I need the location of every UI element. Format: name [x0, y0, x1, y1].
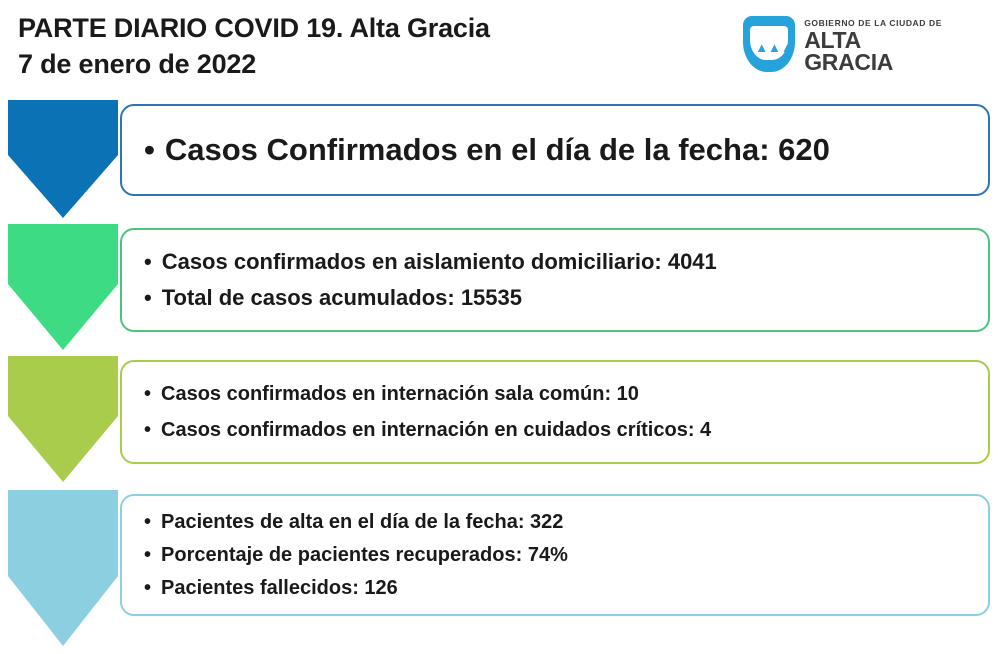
bullet-line — [144, 412, 970, 448]
bullet-line — [144, 280, 970, 316]
bullet-line — [144, 506, 970, 539]
bullet-icon: • — [144, 543, 152, 566]
bullet-icon: • — [144, 383, 152, 405]
bullet-icon: • — [144, 249, 152, 274]
logo-text — [804, 16, 942, 74]
document-header — [0, 0, 1000, 96]
bullet-icon: • — [144, 285, 152, 310]
shield-icon — [743, 16, 795, 72]
logo-government-line: GOBIERNO DE LA CIUDAD DE — [804, 18, 942, 28]
alta-gracia-logo — [743, 16, 942, 74]
bullet-text: Pacientes de alta en el día de la fecha: 322 — [161, 510, 564, 533]
bullet-icon: • — [144, 510, 152, 533]
info-row-confirmed-today — [0, 100, 1000, 218]
info-row-hospitalized — [0, 356, 1000, 482]
logo-city-line-1: ALTA — [804, 27, 861, 53]
bullet-icon: • — [144, 132, 155, 167]
bullet-text: Total de casos acumulados: 15535 — [161, 285, 522, 310]
bullet-line — [144, 539, 970, 572]
bullet-text: Porcentaje de pacientes recuperados: 74% — [161, 543, 568, 566]
chevron-icon-row-4 — [8, 490, 118, 651]
shield-emblem-icon: ▲▲▲ — [755, 40, 794, 55]
title-line-1: PARTE DIARIO COVID 19. Alta Gracia — [18, 13, 490, 43]
title-line-2: 7 de enero de 2022 — [18, 49, 257, 79]
bullet-icon: • — [144, 419, 152, 441]
logo-city-line-2: GRACIA — [804, 49, 894, 75]
bullet-line — [144, 572, 970, 605]
info-box-row-3 — [120, 360, 990, 464]
chevron-icon-row-3 — [8, 356, 118, 487]
info-row-isolation-and-total — [0, 224, 1000, 350]
info-box-row-4 — [120, 494, 990, 616]
bullet-text: Casos Confirmados en el día de la fecha: 620 — [164, 132, 830, 167]
page-title — [18, 10, 490, 82]
info-row-discharged-recovered-deceased — [0, 490, 1000, 646]
bullet-text: Casos confirmados en internación sala común: 10 — [161, 383, 639, 405]
bullet-icon: • — [144, 576, 152, 599]
bullet-text: Casos confirmados en internación en cuidados críticos: 4 — [161, 419, 712, 441]
chevron-icon-row-1 — [8, 100, 118, 223]
chevron-icon-row-2 — [8, 224, 118, 355]
bullet-line — [144, 376, 970, 412]
bullet-line — [144, 244, 970, 280]
info-box-row-2 — [120, 228, 990, 332]
bullet-text: Pacientes fallecidos: 126 — [161, 576, 398, 599]
info-box-row-1 — [120, 104, 990, 196]
bullet-text: Casos confirmados en aislamiento domiciliario: 4041 — [161, 249, 717, 274]
bullet-line — [144, 130, 970, 170]
